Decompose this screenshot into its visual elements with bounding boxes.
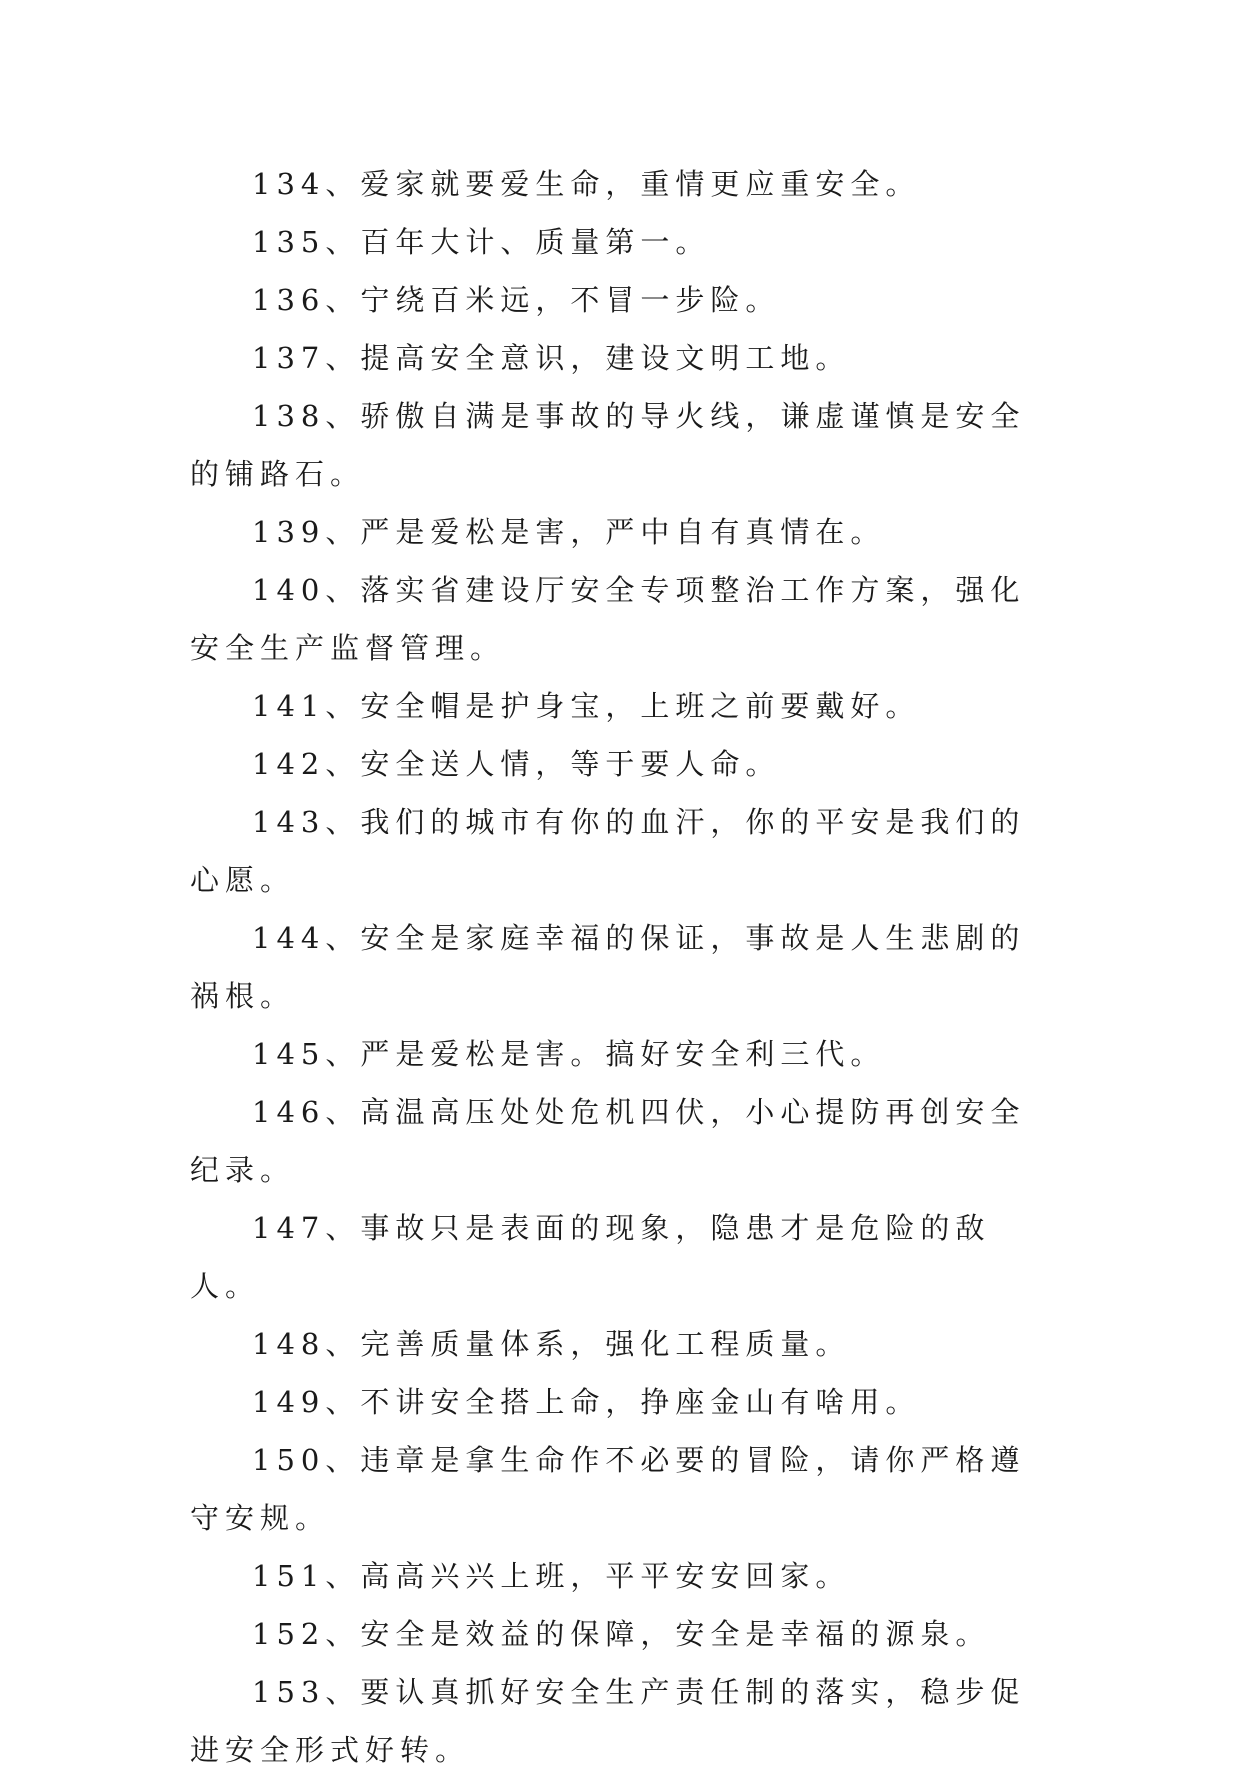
slogan-143: 143、我们的城市有你的血汗，你的平安是我们的心愿。 <box>190 805 1026 897</box>
slogan-134: 134、爱家就要爱生命，重情更应重安全。 <box>252 167 921 201</box>
slogan-135: 135、百年大计、质量第一。 <box>252 225 711 259</box>
slogan-138: 138、骄傲自满是事故的导火线，谦虚谨慎是安全的铺路石。 <box>190 399 1026 491</box>
slogan-141: 141、安全帽是护身宝，上班之前要戴好。 <box>252 689 921 723</box>
slogan-142: 142、安全送人情，等于要人命。 <box>252 747 781 781</box>
slogan-149: 149、不讲安全搭上命，挣座金山有啥用。 <box>252 1385 921 1419</box>
slogan-152: 152、安全是效益的保障，安全是幸福的源泉。 <box>252 1617 991 1651</box>
slogan-153: 153、要认真抓好安全生产责任制的落实，稳步促进安全形式好转。 <box>190 1675 1026 1767</box>
slogan-139: 139、严是爱松是害，严中自有真情在。 <box>252 515 886 549</box>
slogan-140: 140、落实省建设厅安全专项整治工作方案，强化安全生产监督管理。 <box>190 573 1026 665</box>
slogan-144: 144、安全是家庭幸福的保证，事故是人生悲剧的祸根。 <box>190 921 1026 1013</box>
slogan-145: 145、严是爱松是害。搞好安全利三代。 <box>252 1037 886 1071</box>
slogan-list <box>190 155 1060 1779</box>
slogan-150: 150、违章是拿生命作不必要的冒险，请你严格遵守安规。 <box>190 1443 1026 1535</box>
slogan-148: 148、完善质量体系，强化工程质量。 <box>252 1327 851 1361</box>
slogan-146: 146、高温高压处处危机四伏，小心提防再创安全纪录。 <box>190 1095 1026 1187</box>
slogan-147: 147、事故只是表面的现象，隐患才是危险的敌人。 <box>190 1211 991 1303</box>
slogan-151: 151、高高兴兴上班，平平安安回家。 <box>252 1559 851 1593</box>
slogan-137: 137、提高安全意识，建设文明工地。 <box>252 341 851 375</box>
slogan-136: 136、宁绕百米远，不冒一步险。 <box>252 283 781 317</box>
